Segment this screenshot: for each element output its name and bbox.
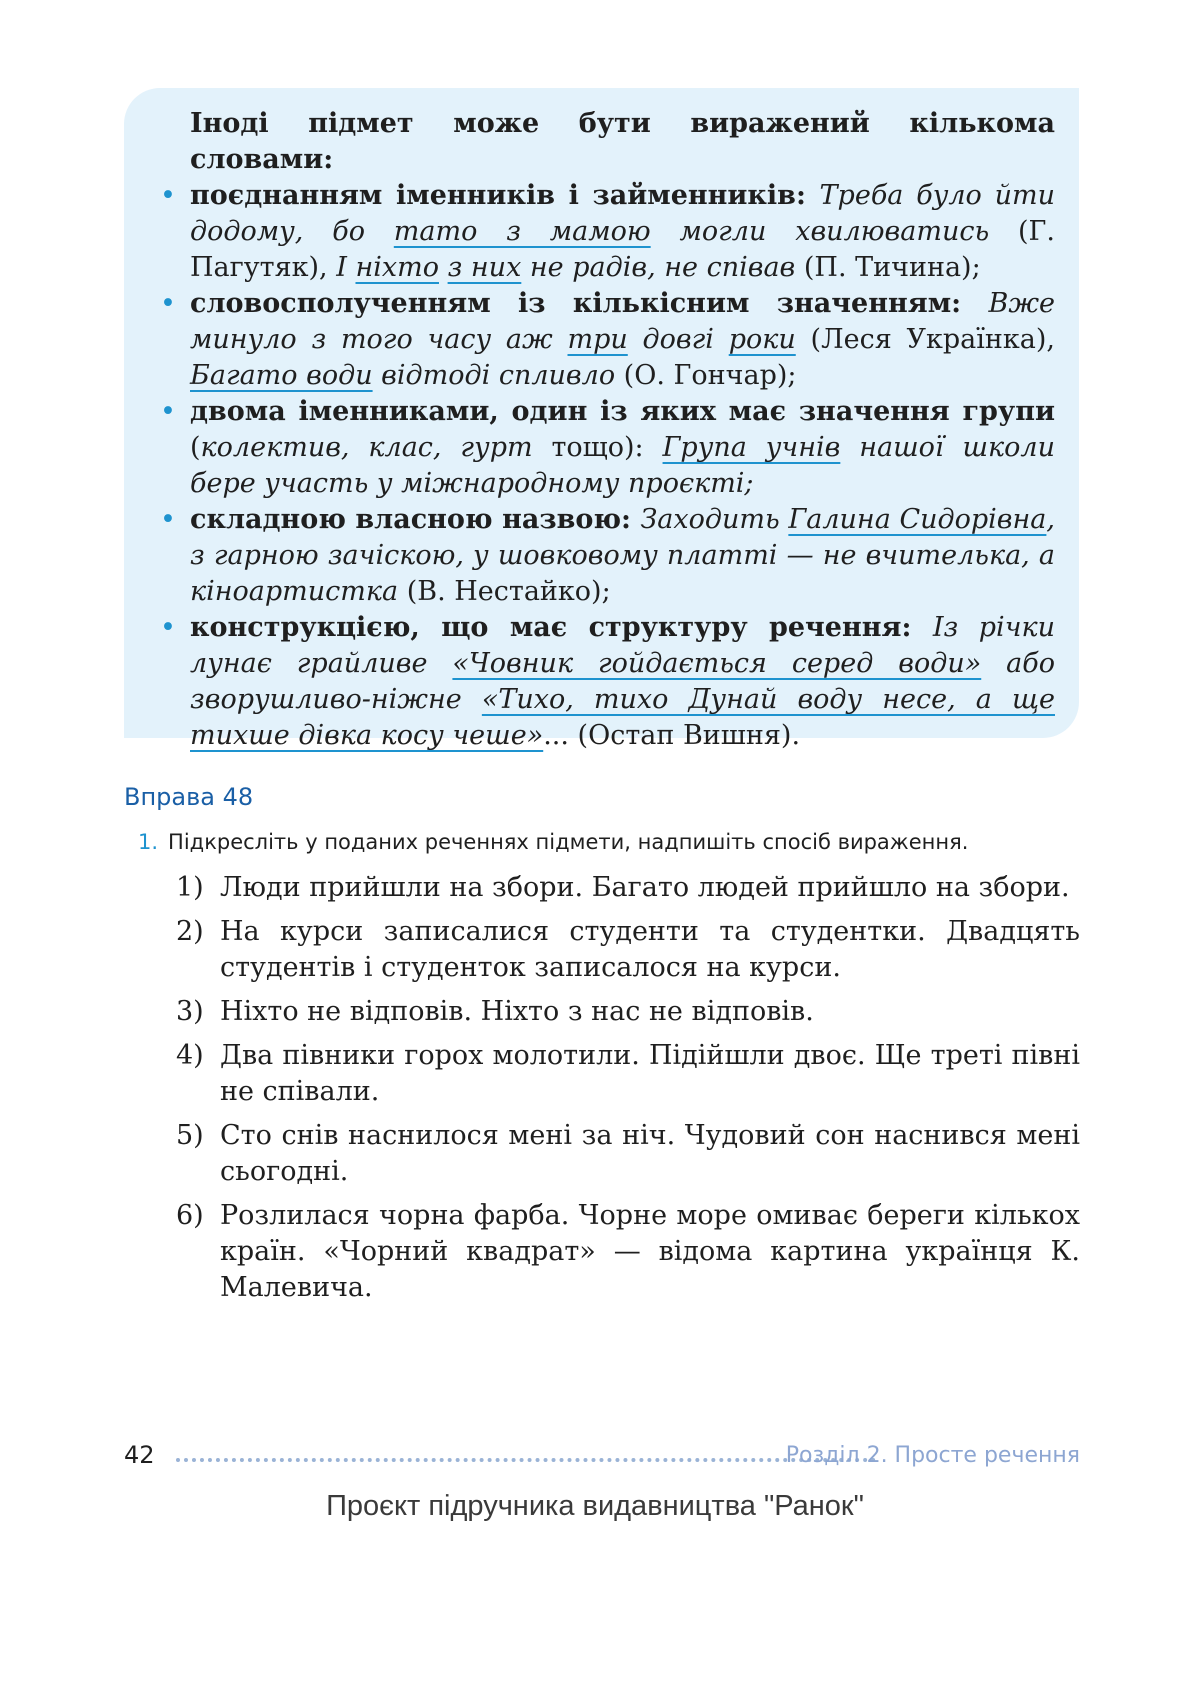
rule-item-lead: словосполученням із кількісним значенням:	[190, 288, 989, 319]
example-text: відтоді спливло	[372, 360, 616, 391]
task-instruction	[138, 830, 1068, 854]
sentence-item	[176, 1198, 1080, 1306]
page-footer	[124, 1441, 1080, 1475]
source-text: (П. Тичина);	[795, 252, 981, 283]
rule-item	[160, 394, 1055, 502]
sentence-number: 2)	[176, 916, 204, 947]
source-text: (В. Нестайко);	[398, 576, 611, 607]
rule-item	[160, 502, 1055, 610]
underlined-subject: «Човник гойдається серед води»	[452, 648, 982, 679]
rule-item	[160, 286, 1056, 394]
sentence-item	[176, 1118, 1080, 1190]
example-text: Треба було йти додому, бо	[190, 180, 1055, 247]
bullet-icon: •	[160, 180, 176, 211]
rule-item	[160, 610, 1055, 754]
example-text: колектив, клас, гурт	[200, 432, 533, 463]
bullet-icon: •	[160, 612, 176, 643]
sentence-list	[176, 870, 1080, 1314]
task-text: Підкресліть у поданих реченнях підмети, надпишіть спосіб вираження.	[168, 830, 969, 854]
example-text	[439, 252, 448, 283]
sentence-number: 6)	[176, 1200, 204, 1231]
rule-box	[124, 88, 1079, 751]
underlined-subject: з них	[447, 252, 522, 283]
example-text: Вже минуло з того часу аж	[190, 288, 1055, 355]
sentence-text: На курси записалися студенти та студентки. Двадцять студентів і студенток записалося на курси.	[220, 916, 1080, 983]
example-text: могли хвилюватись	[650, 216, 990, 247]
project-note: Проєкт підручника видавництва "Ранок"	[326, 1490, 864, 1522]
exercise-title: Вправа 48	[124, 783, 254, 811]
dotted-leader	[176, 1458, 876, 1462]
sentence-number: 3)	[176, 996, 204, 1027]
underlined-subject: три	[567, 324, 628, 355]
example-text: , з гарною зачіскою, у шовковому платті — не вчителька, а кіноартистка	[190, 504, 1055, 607]
source-text: тощо):	[532, 432, 663, 463]
example-text: Заходить	[640, 504, 789, 535]
page-number: 42	[124, 1441, 155, 1469]
underlined-subject: Багато води	[190, 360, 373, 391]
sentence-item	[176, 994, 1080, 1030]
source-text: ... (Остап Вишня).	[543, 720, 801, 751]
sentence-item	[176, 914, 1080, 986]
example-text: нашої школи бере участь у міжнародному проєкті;	[190, 432, 1055, 499]
example-text: довгі	[627, 324, 729, 355]
bullet-icon: •	[160, 504, 176, 535]
sentence-text: Сто снів наснилося мені за ніч. Чудовий сон наснився мені сьогодні.	[220, 1120, 1080, 1187]
rule-item-lead: складною власною назвою:	[190, 504, 641, 535]
bullet-icon: •	[160, 396, 176, 427]
rule-item-lead: двома іменниками, один із яких має значення групи	[190, 396, 1055, 427]
sentence-text: Два півники горох молотили. Підійшли двоє. Ще треті півні не співали.	[220, 1040, 1080, 1107]
rule-item-lead: поєднанням іменників і займенників:	[190, 180, 820, 211]
underlined-subject: Галина Сидорівна	[788, 504, 1047, 535]
source-text: (О. Гончар);	[615, 360, 797, 391]
example-text: Із річки лунає грайливе	[190, 612, 1055, 679]
section-title: Розділ 2. Просте речення	[785, 1443, 1080, 1468]
sentence-text: Розлилася чорна фарба. Чорне море омиває береги кількох країн. «Чорний квадрат» — відома картина українця К. Малевича.	[220, 1200, 1080, 1303]
underlined-subject: тато з мамою	[393, 216, 651, 247]
bullet-icon: •	[160, 288, 176, 319]
underlined-subject: ніхто	[355, 252, 439, 283]
task-number: 1.	[138, 830, 159, 854]
underlined-subject: Група учнів	[662, 432, 841, 463]
source-text: (	[190, 432, 201, 463]
sentence-number: 5)	[176, 1120, 204, 1151]
sentence-item	[176, 870, 1080, 906]
sentence-text: Ніхто не відповів. Ніхто з нас не відповів.	[220, 996, 814, 1027]
underlined-subject: роки	[728, 324, 796, 355]
rule-intro: Іноді підмет може бути виражений кількома словами:	[190, 108, 1055, 175]
rule-item-lead: конструкцією, що має структуру речення:	[190, 612, 933, 643]
sentence-number: 4)	[176, 1040, 204, 1071]
example-text: І	[336, 252, 356, 283]
underlined-subject: «Тихо, тихо Дунай воду несе, а ще тихше дівка косу чеше»	[190, 684, 1055, 751]
source-text: (Г. Пагутяк),	[190, 216, 1055, 283]
example-text: не радів, не співав	[521, 252, 796, 283]
source-text: (Леся Українка),	[795, 324, 1056, 355]
sentence-item	[176, 1038, 1080, 1110]
rule-item	[160, 178, 1055, 286]
example-text: або зворушливо-ніжне	[190, 648, 1055, 715]
rule-items	[160, 178, 1056, 754]
sentence-number: 1)	[176, 872, 204, 903]
sentence-text: Люди прийшли на збори. Багато людей прийшло на збори.	[220, 872, 1070, 903]
rule-item-body	[190, 432, 1055, 499]
